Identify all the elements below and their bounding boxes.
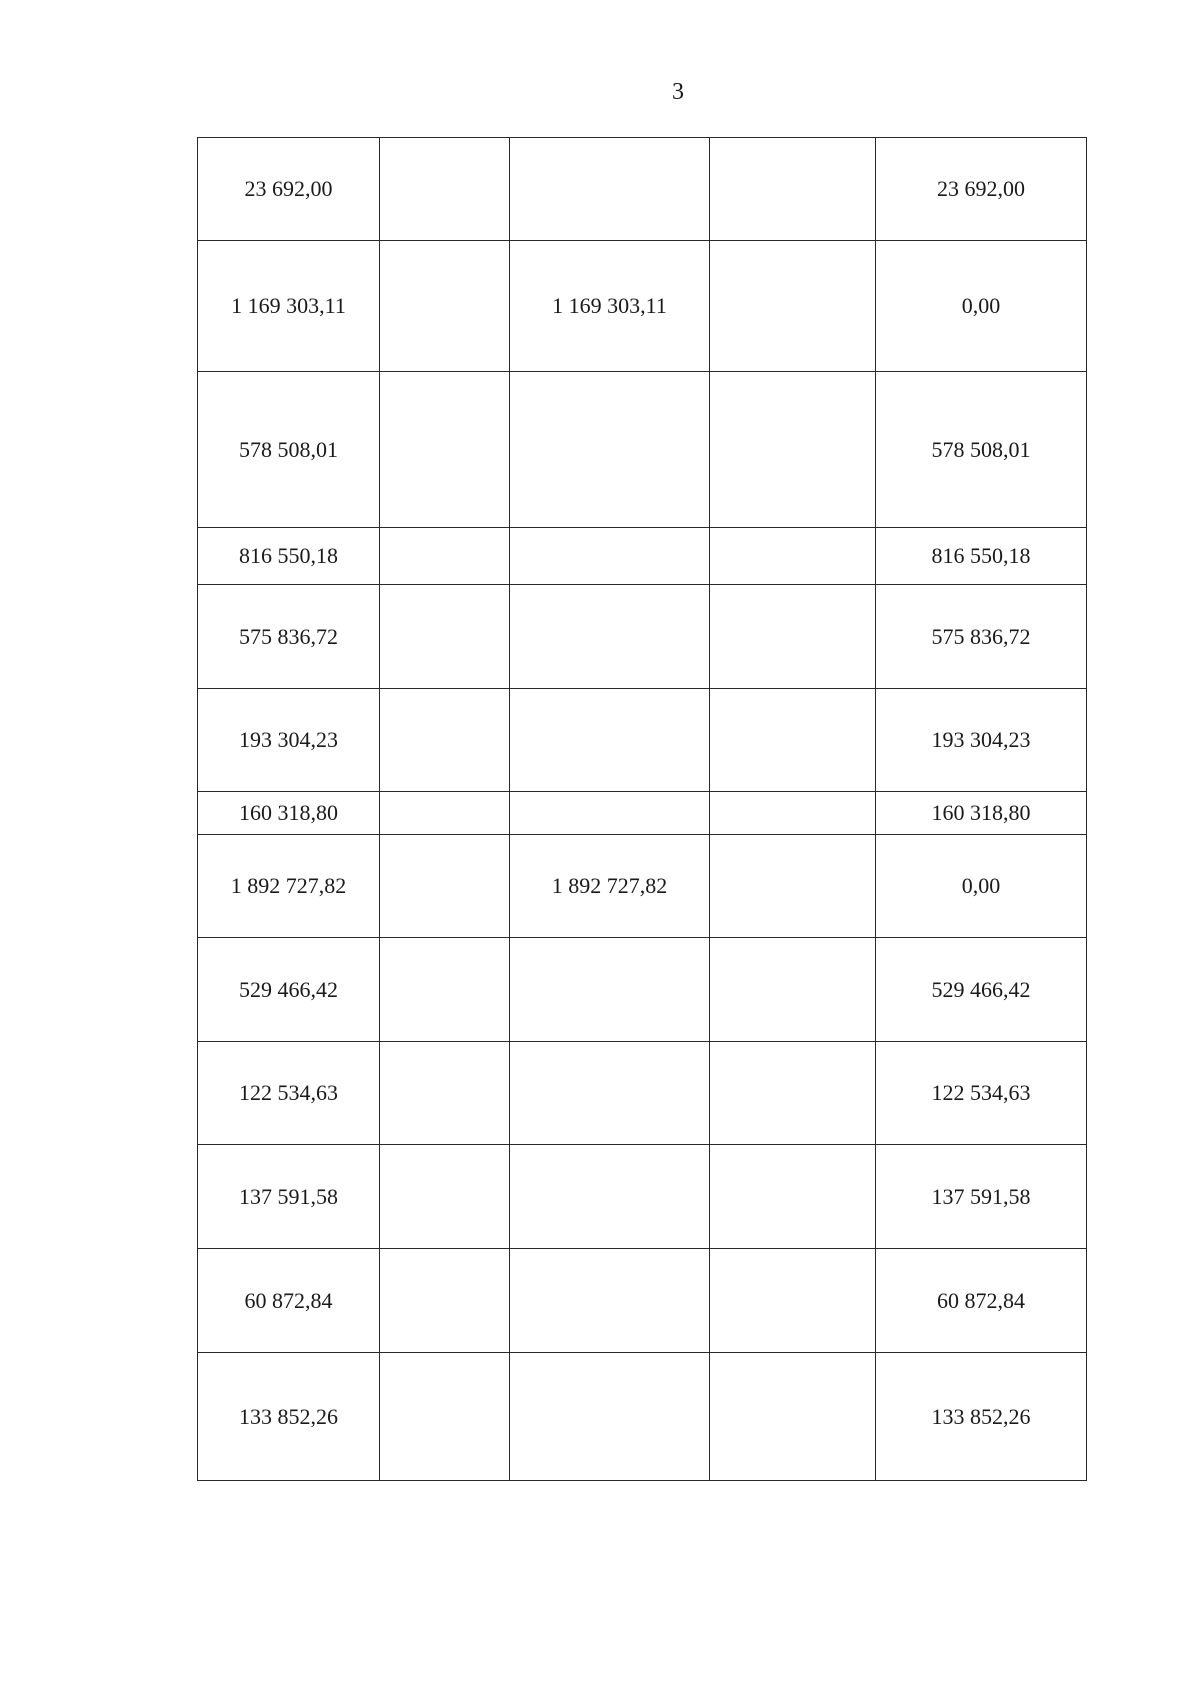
table-row [198, 835, 1087, 938]
table-cell [710, 1353, 876, 1481]
table-cell: 578 508,01 [198, 372, 380, 528]
table-cell [380, 1249, 510, 1353]
table-row [198, 689, 1087, 792]
table-cell [380, 372, 510, 528]
table-cell: 529 466,42 [198, 938, 380, 1042]
table-cell: 133 852,26 [198, 1353, 380, 1481]
table-cell: 60 872,84 [876, 1249, 1087, 1353]
table-cell: 816 550,18 [198, 528, 380, 585]
table-cell: 160 318,80 [876, 792, 1087, 835]
table-row [198, 138, 1087, 241]
table-row [198, 372, 1087, 528]
table-cell: 529 466,42 [876, 938, 1087, 1042]
table-cell: 578 508,01 [876, 372, 1087, 528]
table-cell [510, 585, 710, 689]
table-cell [380, 1145, 510, 1249]
table-cell: 137 591,58 [198, 1145, 380, 1249]
page-number: 3 [672, 79, 684, 105]
table-cell [380, 1042, 510, 1145]
table-row [198, 1042, 1087, 1145]
table-cell [710, 585, 876, 689]
table-cell: 193 304,23 [198, 689, 380, 792]
table-row [198, 241, 1087, 372]
table-cell [510, 1353, 710, 1481]
table-cell [710, 689, 876, 792]
table-cell: 160 318,80 [198, 792, 380, 835]
table-cell: 122 534,63 [198, 1042, 380, 1145]
table-cell: 1 892 727,82 [198, 835, 380, 938]
table-row [198, 585, 1087, 689]
table-cell [380, 835, 510, 938]
table-cell: 133 852,26 [876, 1353, 1087, 1481]
table-cell [510, 1249, 710, 1353]
table-cell [380, 585, 510, 689]
table-cell: 60 872,84 [198, 1249, 380, 1353]
table-cell [380, 528, 510, 585]
table-cell: 0,00 [876, 241, 1087, 372]
table-row [198, 1353, 1087, 1481]
table-cell: 23 692,00 [876, 138, 1087, 241]
table-cell [380, 938, 510, 1042]
table-cell: 575 836,72 [198, 585, 380, 689]
table-cell [510, 792, 710, 835]
table-cell [380, 689, 510, 792]
table-cell [510, 528, 710, 585]
table-cell [710, 372, 876, 528]
table-cell: 0,00 [876, 835, 1087, 938]
table-cell [510, 1145, 710, 1249]
table-row [198, 528, 1087, 585]
table-cell: 1 169 303,11 [198, 241, 380, 372]
table-cell [380, 792, 510, 835]
table-cell [510, 138, 710, 241]
table-cell [710, 1249, 876, 1353]
table-cell [710, 1042, 876, 1145]
table-cell: 1 169 303,11 [510, 241, 710, 372]
table-cell: 23 692,00 [198, 138, 380, 241]
table-cell: 122 534,63 [876, 1042, 1087, 1145]
table-cell [380, 1353, 510, 1481]
table-cell: 193 304,23 [876, 689, 1087, 792]
table-cell: 575 836,72 [876, 585, 1087, 689]
table-cell [510, 938, 710, 1042]
table-cell [710, 792, 876, 835]
table-cell [710, 938, 876, 1042]
table-cell [510, 1042, 710, 1145]
table-cell: 816 550,18 [876, 528, 1087, 585]
table-cell [510, 372, 710, 528]
table-cell [710, 528, 876, 585]
table-cell: 137 591,58 [876, 1145, 1087, 1249]
table-cell [510, 689, 710, 792]
table-cell: 1 892 727,82 [510, 835, 710, 938]
table-cell [380, 241, 510, 372]
table-cell [710, 138, 876, 241]
table-cell [380, 138, 510, 241]
table-cell [710, 835, 876, 938]
table-cell [710, 1145, 876, 1249]
amounts-table [197, 137, 1087, 1481]
table-row [198, 938, 1087, 1042]
table-cell [710, 241, 876, 372]
table-row [198, 792, 1087, 835]
table-row [198, 1145, 1087, 1249]
table-row [198, 1249, 1087, 1353]
